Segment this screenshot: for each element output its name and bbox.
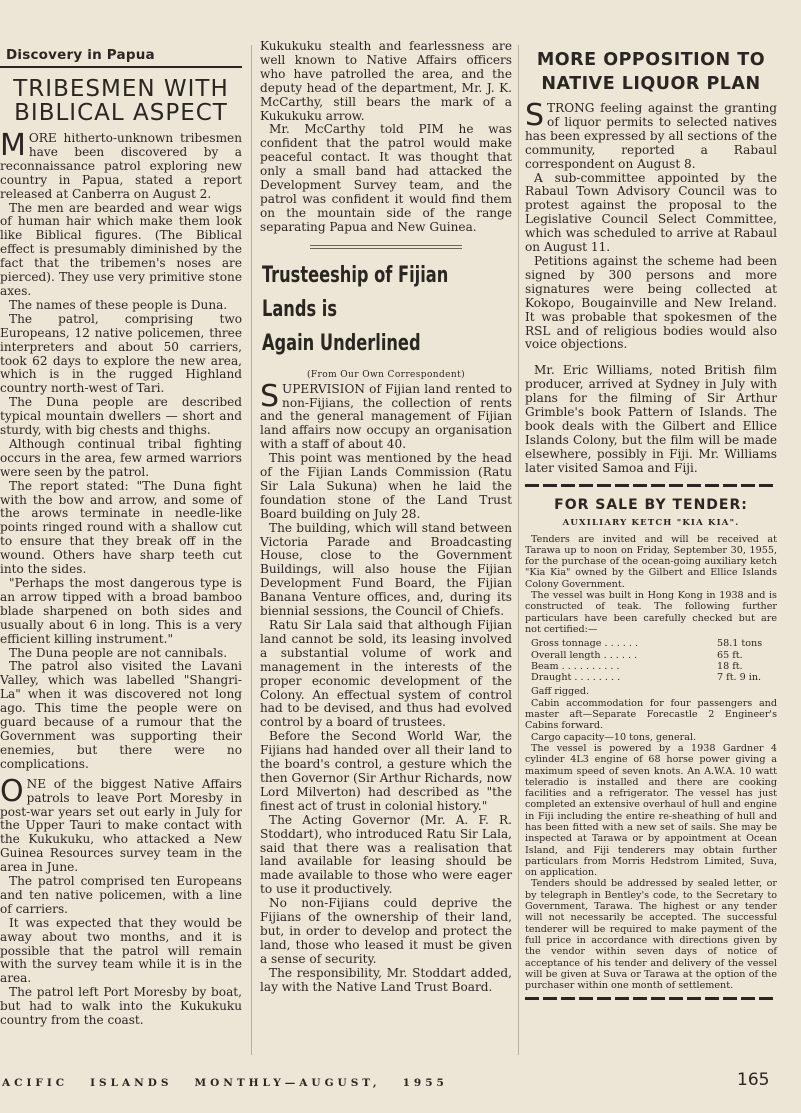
article-paragraph: Before the Second World War, the Fijians had handed over all their land to the board's control, a gesture which the then Governor (Sir Arthur Richards, now Lord Milverton) had described as "the finest act of trust in colonial history." — [260, 729, 512, 813]
dotted-divider — [525, 484, 777, 487]
section-label: Discovery in Papua — [0, 45, 242, 68]
spec-row: Draught . . . . . . . . 7 ft. 9 in. — [531, 672, 762, 684]
article-paragraph: STRONG feeling against the granting of liquor permits to selected natives has been expressed by all sections of the community, reported a Rabaul correspondent on August 8. — [525, 98, 777, 171]
column-2 — [260, 40, 512, 994]
byline: (From Our Own Correspondent) — [307, 369, 465, 380]
article-paragraph: SUPERVISION of Fijian land rented to non-Fijians, the collection of rents and the general management of Fijian land affairs now occupy an organisation with a staff of about 40. — [260, 378, 512, 452]
article-paragraph: Kukukuku stealth and fearlessness are well known to Native Affairs officers who have patrolled the area, and the deputy head of the department, Mr. J. K. McCarthy, still bears the mark of a Kukukuku arrow. — [260, 39, 512, 123]
article-paragraph: The patrol left Port Moresby by boat, but had to walk into the Kukukuku country from the coast. — [0, 985, 242, 1028]
column-3 — [525, 40, 777, 1010]
article-paragraph: The men are bearded and wear wigs of human hair which make them look like Biblical figures. (The Biblical effect is presumably diminished by the fact that the tribemen's noses are pierced). They use very primitive stone axes. — [0, 200, 242, 298]
dropcap: M — [0, 128, 26, 163]
article-paragraph: The responsibility, Mr. Stoddart added, lay with the Native Land Trust Board. — [260, 965, 512, 994]
divider-rule — [310, 245, 462, 249]
article-paragraph: Ratu Sir Lala said that although Fijian land cannot be sold, its leasing involved a substantial volume of work and management in the interests of the proper economic development of the Colony. An effectual system of control had to be devised, and thus had evolved control by a board of trustees. — [260, 618, 512, 730]
article-paragraph: Although continual tribal fighting occurs in the area, few armed warriors were seen by the patrol. — [0, 436, 242, 479]
footer-publication: ACIFIC — [2, 1077, 69, 1089]
footer-year: 1955 — [402, 1077, 448, 1089]
tender-paragraph: Gaff rigged. — [531, 686, 590, 698]
tender-notice — [525, 534, 777, 992]
liquor-headline: MORE OPPOSITION TO NATIVE LIQUOR PLAN — [536, 50, 766, 94]
article-paragraph: "Perhaps the most dangerous type is an arrow tipped with a broad bamboo blade sharpened on both sides and usually about 6 in long. This is a very efficient killing instrument." — [0, 576, 242, 646]
column-1 — [0, 45, 242, 1028]
article-paragraph: A sub-committee appointed by the Rabaul Town Advisory Council was to protest against the proposal to the Legislative Council Select Committee, which was scheduled to arrive at Rabaul on August 11. — [525, 170, 777, 255]
footer-issue: MONTHLY—AUGUST, — [194, 1077, 381, 1089]
article-paragraph: The names of these people is Duna. — [9, 297, 228, 312]
tender-paragraph: Tenders should be addressed by sealed letter, or by telegraph in Bentley's code, to the Secretary to Government, Tarawa. The highest or any tender will not necessarily be accepted. The successful tenderer will be required to make payment of the full price in accordance with directions given by the vendor within seven days of notice of acceptance of his tender and delivery of the vessel will be given at Suva or Tarawa at the option of the purchaser within one month of settlement. — [525, 878, 777, 992]
tender-paragraph: Cargo capacity—10 tons, general. — [531, 731, 697, 743]
article-paragraph: No non-Fijians could deprive the Fijians of the ownership of their land, but, in order to develop and protect the land, those who leased it must be given a sense of security. — [260, 896, 512, 966]
article-paragraph: The Duna people are not cannibals. — [9, 645, 228, 660]
spec-row: Beam . . . . . . . . . . 18 ft. — [531, 660, 743, 672]
tender-paragraph: The vessel was built in Hong Kong in 1938 and is constructed of teak. The following further particulars have been carefully checked but are not certified:— — [525, 590, 777, 635]
tender-subtitle: AUXILIARY KETCH "KIA KIA". — [562, 517, 740, 528]
column-divider — [518, 45, 519, 1055]
dropcap: O — [0, 773, 24, 809]
dotted-divider — [525, 997, 777, 1000]
fiji-headline: Trusteeship of Fijian Lands is Again Underlined — [262, 262, 449, 356]
spec-row: Gross tonnage . . . . . . 58.1 tons — [531, 638, 763, 650]
article-paragraph: The report stated: "The Duna fight with the bow and arrow, and some of the arows terminate in needle-like points ringed round with a shallow cut to ensure that they break off in the wound. Others have sharp teeth cut into the sides. — [0, 478, 242, 577]
article-paragraph: This point was mentioned by the head of the Fijian Lands Commission (Ratu Sir Lala Sukuna) when he laid the foundation stone of the Land Trust Board building on July 28. — [260, 451, 512, 521]
article-paragraph: Petitions against the scheme had been signed by 300 persons and more signatures were being collected at Kokopo, Bougainville and New Ireland. It was probable that spokesmen of the RSL and of religious bodies would also voice objections. — [525, 253, 777, 352]
page-footer — [2, 1077, 562, 1089]
spec-list — [525, 638, 777, 683]
article-paragraph: The building, which will stand between Victoria Parade and Broadcasting House, close to the Government Buildings, will also house the Fijian Development Fund Board, the Fijian Banana Venture offices, and, during its biennial sessions, the Council of Chiefs. — [260, 520, 512, 619]
page-number: 165 — [737, 1070, 770, 1090]
footer-publication: ISLANDS — [90, 1077, 173, 1089]
article-paragraph: ONE of the biggest Native Affairs patrols to leave Port Moresby in post-war years set out early in July for the Upper Tauri to make contact with the Kukukuku, who attacked a New Guinea Resources survey team in the area in June. — [0, 773, 242, 875]
article-paragraph: It was expected that they would be away about two months, and it is possible that the patrol will remain with the survey team while it is in the area. — [0, 915, 242, 986]
article-paragraph: MORE hitherto-unknown tribesmen have been discovered by a reconnaissance patrol exploring new country in Papua, stated a report released at Canberra on August 2. — [0, 128, 242, 201]
article-paragraph: The Acting Governor (Mr. A. F. R. Stoddart), who introduced Ratu Sir Lala, said that there was a realisation that land available for leasing should be made available to those who were eager to use it productively. — [260, 812, 512, 897]
dropcap: S — [525, 98, 545, 133]
news-note: Mr. Eric Williams, noted British film producer, arrived at Sydney in July with plans for the filming of Sir Arthur Grimble's book Pattern of Islands. The book deals with the Gilbert and Ellice Islands Colony, but the film will be made elsewhere, possibly in Fiji. Mr. Williams later visited Samoa and Fiji. — [525, 363, 777, 475]
article-paragraph: Mr. McCarthy told PIM he was confident that the patrol would make peaceful contact. It was thought that only a small band had attacked the Development Survey team, and the patrol was confident it would find them on the mountain side of the range separating Papua and New Guinea. — [260, 122, 512, 234]
article-paragraph: The patrol also visited the Lavani Valley, which was labelled "Shangri-La" when it was discovered not long ago. This time the people were on guard because of a rumour that the Government was supporting their enemies, but there were no complications. — [0, 659, 242, 771]
dropcap: S — [260, 378, 280, 414]
article-paragraph: The patrol comprised ten Europeans and ten native policemen, with a line of carriers. — [0, 874, 242, 916]
tender-paragraph: Cabin accommodation for four passengers and master aft—Separate Forecastle 2 Engineer's Cabins forward. — [525, 697, 777, 732]
tender-title: FOR SALE BY TENDER: — [554, 496, 748, 513]
tribesmen-headline: TRIBESMEN WITH BIBLICAL ASPECT — [13, 76, 229, 126]
tender-paragraph: The vessel is powered by a 1938 Gardner 4 cylinder 4L3 engine of 68 horse power giving a maximum speed of seven knots. An A.W.A. 10 watt teleradio is installed and there are cooking facilities and a refrigerator. The vessel has just completed an extensive overhaul of hull and engine in Fiji including the entire re-sheathing of hull and has been fitted with a new set of sails. She may be inspected at Tarawa or by appointment at Ocean Island, and Fiji tenderers may obtain further particulars from Morris Hedstrom Limited, Suva, on application. — [525, 742, 777, 879]
spec-row: Overall length . . . . . . 65 ft. — [531, 649, 743, 661]
column-divider — [251, 45, 252, 1055]
article-paragraph: The Duna people are described typical mountain dwellers — short and sturdy, with big chests and thighs. — [0, 395, 242, 438]
article-paragraph: The patrol, comprising two Europeans, 12 native policemen, three interpreters and about 50 carriers, took 62 days to explore the new area, which is in the rugged Highland country north-west of Tari. — [0, 311, 242, 396]
tender-paragraph: Tenders are invited and will be received at Tarawa up to noon on Friday, September 30, 1955, for the purchase of the ocean-going auxiliary ketch "Kia Kia" owned by the Gilbert and Ellice Islands Colony Government. — [525, 533, 777, 590]
